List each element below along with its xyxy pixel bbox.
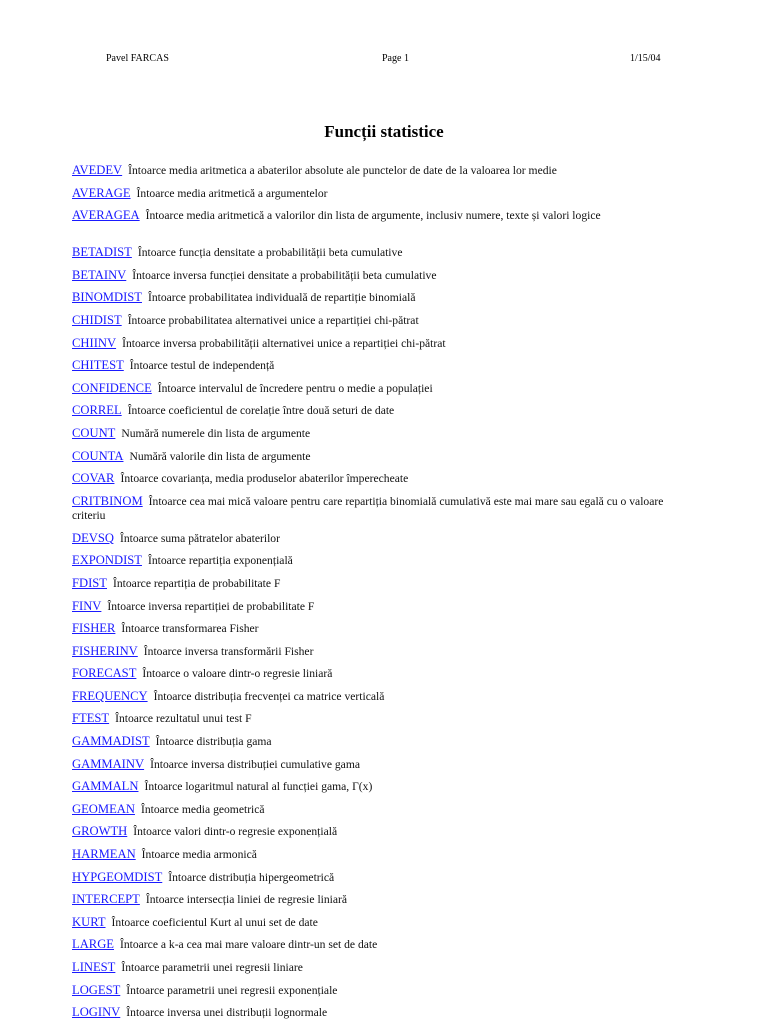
function-link-gammaln[interactable]: GAMMALN xyxy=(72,779,139,794)
function-list xyxy=(72,163,698,1028)
function-description: Întoarce coeficientul Kurt al unui set de date xyxy=(111,915,318,929)
function-description: Întoarce logaritmul natural al funcției gama, Γ(x) xyxy=(144,780,373,794)
function-description: Întoarce parametrii unei regresii liniare xyxy=(121,961,303,974)
list-item xyxy=(72,870,698,893)
function-link-large[interactable]: LARGE xyxy=(72,937,114,952)
list-item xyxy=(72,802,698,825)
list-item xyxy=(72,208,698,245)
function-description: Întoarce intervalul de încredere pentru o medie a populației xyxy=(157,381,433,395)
function-description: Întoarce covarianța, media produselor abaterilor împerecheate xyxy=(120,472,409,486)
function-description: Numără numerele din lista de argumente xyxy=(121,426,311,440)
function-link-devsq[interactable]: DEVSQ xyxy=(72,530,114,545)
function-link-counta[interactable]: COUNTA xyxy=(72,448,124,463)
function-link-expondist[interactable]: EXPONDIST xyxy=(72,553,142,568)
function-description: Întoarce media aritmetică a valorilor din lista de argumente, inclusiv numere, texte și valori logice xyxy=(145,209,601,223)
function-description: Întoarce funcția densitate a probabilității beta cumulative xyxy=(137,246,403,260)
function-description: Întoarce inversa repartiției de probabilitate F xyxy=(107,599,315,613)
function-link-finv[interactable]: FINV xyxy=(72,598,102,613)
list-item xyxy=(72,426,698,449)
function-description: Întoarce inversa unei distribuții lognormale xyxy=(126,1006,328,1020)
page-header xyxy=(0,53,768,69)
function-link-fisher[interactable]: FISHER xyxy=(72,621,116,636)
list-item xyxy=(72,245,698,268)
list-item xyxy=(72,983,698,1006)
function-description: Întoarce valori dintr-o regresie exponențială xyxy=(133,825,338,839)
function-description: Întoarce intersecția liniei de regresie liniară xyxy=(145,893,348,907)
list-item xyxy=(72,531,698,554)
list-item xyxy=(72,689,698,712)
function-link-growth[interactable]: GROWTH xyxy=(72,824,128,839)
list-item xyxy=(72,290,698,313)
list-item xyxy=(72,576,698,599)
function-link-count[interactable]: COUNT xyxy=(72,425,116,440)
function-description: Întoarce o valoare dintr-o regresie liniară xyxy=(142,667,333,681)
list-item xyxy=(72,644,698,667)
function-link-chitest[interactable]: CHITEST xyxy=(72,358,124,373)
list-item xyxy=(72,892,698,915)
function-description: Întoarce repartiția de probabilitate F xyxy=(113,576,281,590)
list-item xyxy=(72,666,698,689)
function-description: Întoarce inversa distribuției cumulative gama xyxy=(150,757,360,771)
function-link-logest[interactable]: LOGEST xyxy=(72,982,121,997)
function-link-correl[interactable]: CORREL xyxy=(72,403,122,418)
header-date: 1/15/04 xyxy=(630,53,661,64)
function-link-averagea[interactable]: AVERAGEA xyxy=(72,208,140,223)
function-link-avedev[interactable]: AVEDEV xyxy=(72,163,123,177)
list-item xyxy=(72,268,698,291)
list-item xyxy=(72,553,698,576)
function-description: Numără valorile din lista de argumente xyxy=(129,449,311,463)
list-item xyxy=(72,711,698,734)
function-link-linest[interactable]: LINEST xyxy=(72,960,116,974)
function-link-betainv[interactable]: BETAINV xyxy=(72,267,127,282)
list-item xyxy=(72,336,698,359)
function-link-intercept[interactable]: INTERCEPT xyxy=(72,892,140,907)
function-link-kurt[interactable]: KURT xyxy=(72,914,106,929)
list-item xyxy=(72,599,698,622)
function-link-confidence[interactable]: CONFIDENCE xyxy=(72,380,152,395)
list-item xyxy=(72,163,698,186)
list-item xyxy=(72,358,698,381)
list-item xyxy=(72,621,698,644)
function-description: Întoarce parametrii unei regresii exponențiale xyxy=(126,983,338,997)
function-description: Întoarce inversa funcției densitate a probabilității beta cumulative xyxy=(132,268,437,282)
function-link-critbinom[interactable]: CRITBINOM xyxy=(72,493,143,508)
function-description: Întoarce distribuția gama xyxy=(155,735,272,749)
list-item xyxy=(72,779,698,802)
function-description: Întoarce rezultatul unui test F xyxy=(115,712,252,726)
function-description: Întoarce media armonică xyxy=(141,848,257,862)
function-link-fdist[interactable]: FDIST xyxy=(72,575,107,590)
function-description: Întoarce probabilitatea alternativei unice a repartiției chi-pătrat xyxy=(127,313,419,327)
function-description: Întoarce transformarea Fisher xyxy=(121,622,259,636)
function-description: Întoarce distribuția hipergeometrică xyxy=(168,870,335,884)
list-item xyxy=(72,449,698,472)
function-link-hypgeomdist[interactable]: HYPGEOMDIST xyxy=(72,869,163,884)
function-description: Întoarce probabilitatea individuală de repartiție binomială xyxy=(147,291,416,305)
function-description: Întoarce cea mai mică valoare pentru care repartiția binomială cumulativă este mai mare sau egală cu o valoare criteriu xyxy=(72,494,664,522)
function-description: Întoarce media aritmetica a abaterilor absolute ale punctelor de date de la valoarea lor medie xyxy=(128,164,557,177)
function-link-forecast[interactable]: FORECAST xyxy=(72,666,137,681)
function-description: Întoarce inversa transformării Fisher xyxy=(143,644,314,658)
function-link-chiinv[interactable]: CHIINV xyxy=(72,335,117,350)
header-page-number: Page 1 xyxy=(382,53,409,64)
function-description: Întoarce inversa probabilității alternativei unice a repartiției chi-pătrat xyxy=(122,336,446,350)
list-item xyxy=(72,734,698,757)
function-description: Întoarce distribuția frecvenței ca matrice verticală xyxy=(153,689,385,703)
list-item xyxy=(72,757,698,780)
function-link-harmean[interactable]: HARMEAN xyxy=(72,847,136,862)
function-description: Întoarce testul de independență xyxy=(129,359,275,373)
header-author: Pavel FARCAS xyxy=(106,53,169,64)
function-description: Întoarce repartiția exponențială xyxy=(147,554,293,568)
function-link-covar[interactable]: COVAR xyxy=(72,471,115,486)
function-link-betadist[interactable]: BETADIST xyxy=(72,245,132,260)
list-item xyxy=(72,960,698,983)
list-item xyxy=(72,915,698,938)
list-item xyxy=(72,847,698,870)
function-link-fisherinv[interactable]: FISHERINV xyxy=(72,643,138,658)
list-item xyxy=(72,494,698,531)
list-item xyxy=(72,313,698,336)
list-item xyxy=(72,824,698,847)
function-description: Întoarce coeficientul de corelație între două seturi de date xyxy=(127,404,395,418)
function-link-binomdist[interactable]: BINOMDIST xyxy=(72,290,142,305)
function-link-average[interactable]: AVERAGE xyxy=(72,185,131,200)
function-link-chidist[interactable]: CHIDIST xyxy=(72,312,122,327)
function-link-frequency[interactable]: FREQUENCY xyxy=(72,688,148,703)
list-item xyxy=(72,381,698,404)
function-link-geomean[interactable]: GEOMEAN xyxy=(72,801,135,816)
list-item xyxy=(72,186,698,209)
list-item xyxy=(72,471,698,494)
function-link-loginv[interactable]: LOGINV xyxy=(72,1005,121,1020)
function-description: Întoarce media aritmetică a argumentelor xyxy=(136,186,328,200)
list-item xyxy=(72,403,698,426)
list-item xyxy=(72,937,698,960)
document-title: Funcții statistice xyxy=(324,122,444,141)
function-description: Întoarce a k-a cea mai mare valoare dintr-un set de date xyxy=(119,938,378,952)
function-description: Întoarce suma pătratelor abaterilor xyxy=(119,531,280,545)
function-description: Întoarce media geometrică xyxy=(140,802,265,816)
function-link-ftest[interactable]: FTEST xyxy=(72,711,110,726)
function-link-gammadist[interactable]: GAMMADIST xyxy=(72,734,150,749)
function-link-gammainv[interactable]: GAMMAINV xyxy=(72,756,145,771)
page-footer xyxy=(72,1016,698,1024)
